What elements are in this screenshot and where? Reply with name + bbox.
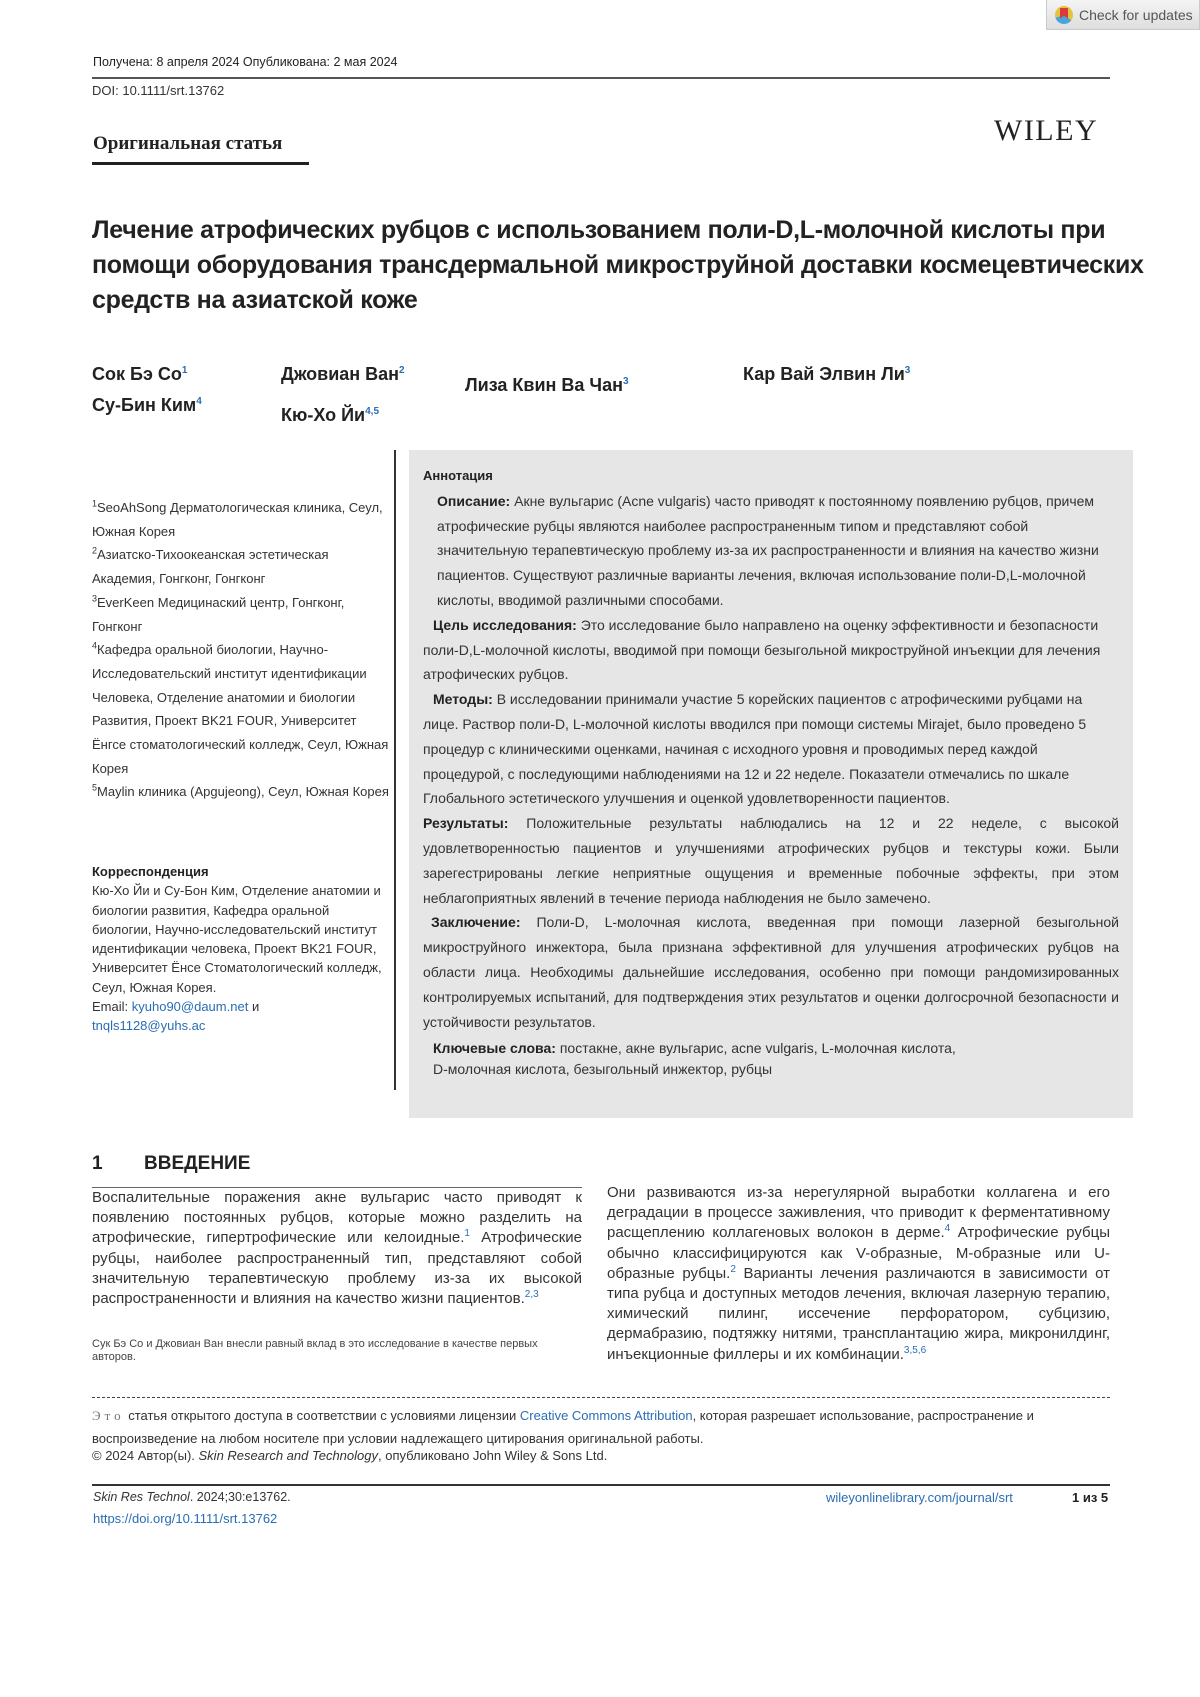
column-divider — [394, 450, 396, 1090]
author: Кю-Хо Йи$^{4,5}$ — [281, 405, 380, 425]
license-statement: Это статья открытого доступа в соответствии с условиями лицензии Creative Commons Attribution, которая разрешает использование, распространение и воспроизведение на любом носителе при условии надлежащего цитирования оригинальной работы. — [92, 1408, 1034, 1446]
crossmark-bookmark-icon — [1055, 6, 1073, 24]
article-type: Оригинальная статья — [93, 133, 283, 154]
page-number: 1 из 5 — [1072, 1490, 1109, 1505]
affiliation: $^4$Кафедра оральной биологии, Научно-Исследовательский институт идентификации Человека, Отделение анатомии и биологии Развития, Проект BK21 FOUR, Университет Ёнгсе стоматологический колледж, Сеул, Южная Корея — [92, 640, 389, 776]
abstract-background: Описание: Акне вульгарис (Acne vulgaris) часто приводят к постоянному появлению рубцов, причем атрофические рубцы являются наиболее распространенным типом и представляют собой значительную терапевтическую проблему из-за их распространенности и влияния на качество жизни пациентов. Существуют различные варианты лечения, включая использование поли-D,L-молочной кислоты, вводимой различными способами. — [437, 492, 1099, 608]
abstract-keywords: Ключевые слова: постакне, акне вульгарис, acne vulgaris, L-молочная кислота, D-молочная кислота, безыгольный инжектор, рубцы — [433, 1040, 956, 1078]
citation-ref[interactable]: 1 — [464, 1228, 470, 1240]
affiliations — [92, 496, 392, 804]
affiliation: $^1$SeoAhSong Дерматологическая клиника, Сеул, Южная Корея — [92, 498, 383, 539]
license-divider — [92, 1397, 1110, 1398]
cc-license-link[interactable]: Creative Commons Attribution — [519, 1408, 693, 1423]
affiliation-ref[interactable]: 3 — [622, 376, 629, 387]
affiliation-ref[interactable]: 2 — [399, 365, 405, 376]
intro-column-1: Воспалительные поражения акне вульгарис часто приводят к появлению постоянных рубцов, которые можно разделить на атрофические, гипертрофические или келоидные.$^1$ Атрофические рубцы, наиболее распространенный тип, представляют собой значительную терапевтическую проблему из-за их высокой распространенности и влияния на качество жизни пациентов.$^{2,3}$ — [92, 1189, 582, 1308]
abstract-box — [409, 450, 1133, 1118]
header-divider — [92, 77, 1110, 79]
copyright-line: © 2024 Автор(ы). Skin Research and Technology, опубликовано John Wiley & Sons Ltd. — [92, 1448, 608, 1463]
correspondence-emails: Email: kyuho90@daum.net и tnqls1128@yuhs.ac — [92, 999, 260, 1034]
affiliation-ref[interactable]: 4 — [196, 396, 202, 407]
journal-site-link[interactable]: wileyonlinelibrary.com/journal/srt — [826, 1490, 1013, 1505]
author: Сок Бэ $Со^1$ — [92, 364, 188, 384]
author: Лиза Квин Ва Чан$^3$ — [465, 375, 629, 395]
affiliation: $^3$EverKeen Медицинаский центр, Гонгконг, Гонгконг — [92, 593, 345, 634]
equal-contribution-note: Сук Бэ Со и Джовиан Ван внесли равный вклад в это исследование в качестве первых авторов. — [92, 1338, 538, 1363]
abstract-results: Результаты: Положительные результаты наблюдались на 12 и 22 неделе, с высокой удовлетворенностью пациентов и улучшениями атрофических рубцов и текстуры кожи. Были зарегестрированы легкие неприятные ощущения и временные побочные эффекты, при этом неблагоприятных явлений в течение периода наблюдения не было замечено. — [423, 815, 1119, 906]
author: Кар Вай Элвин $Ли^3$ — [743, 364, 911, 384]
header-doi: DOI: 10.1111/srt.13762 — [92, 83, 225, 98]
article-title: Лечение атрофических рубцов с использованием поли-D,L-молочной кислоты при помощи оборудования трансдермальной микроструйной доставки космецевтических средств на азиатской коже — [92, 216, 1144, 314]
footer-doi-link[interactable]: https://doi.org/10.1111/srt.13762 — [93, 1511, 278, 1526]
author: Джовиан Ван$^2$ — [281, 364, 405, 384]
abstract-conclusion: Заключение: Поли-D, L-молочная кислота, введенная при помощи лазерной безыгольной микроструйного инжектора, была признана эффективной для улучшения атрофических рубцов на области лица. Необходимы дальнейшие исследования, особенно при помощи рандомизированных контролируемых испытаний, для подтверждения этих результатов и оценки долгосрочной безопасности и устойчивости результатов. — [423, 914, 1119, 1030]
footer-divider — [92, 1484, 1110, 1486]
author: Су-Бин Ким$^4$ — [92, 395, 202, 415]
citation-ref[interactable]: 2,3 — [524, 1289, 539, 1301]
affiliation: $^2$Азиатско-Тихоокеанская эстетическая Академия, Гонгконг, Гонгконг — [92, 546, 329, 587]
check-for-updates-label: Check for updates — [1079, 6, 1193, 23]
article-type-underline — [92, 162, 309, 165]
affiliation-ref[interactable]: 1 — [181, 365, 188, 376]
citation-ref[interactable]: 3,5,6 — [903, 1344, 927, 1356]
affiliation-ref[interactable]: 3 — [904, 365, 911, 376]
abstract-methods: Методы: В исследовании принимали участие 5 корейских пациентов с атрофическими рубцами на лице. Раствор поли-D, L-молочной кислоты вводился при помощи системы Mirajet, было проведено 5 процедур с клиническими оценками, начиная с исходного уровня и проводимых перед каждой процедурой, с последующими наблюдениями на 12 и 22 неделе. Показатели отмечались по шкале Глобального эстетического улучшения и оценкой удовлетворенности пациентов. — [423, 691, 1087, 807]
footer-citation: Skin Res Technol. 2024;30:e13762. — [93, 1490, 291, 1504]
email-link-2[interactable]: tnqls1128@yuhs.ac — [92, 1018, 206, 1034]
affiliation-ref[interactable]: 4,5 — [365, 406, 380, 417]
abstract-heading: Аннотация — [423, 468, 493, 483]
received-published-dates: Получена: 8 апреля 2024 Опубликована: 2 мая 2024 — [93, 55, 398, 69]
affiliation: $^5$Maylin клиника (Apgujeong), Сеул, Южная Корея — [92, 783, 389, 800]
intro-column-2: Они развиваются из-за нерегулярной выработки коллагена и его деградации в процессе заживления, что приводит к ферментативному расщеплению коллагеновых волокон в дерме.$^4$ Атрофические рубцы обычно классифицируются как V-образные, M-образные или U-образные рубцы.$^2$ Варианты лечения различаются в зависимости от типа рубца и доступных методов лечения, включая лазерную терапию, химический пилинг, иссечение перфоратором, субцизию, дермабразию, подтяжку нитями, трансплантацию жира, микронилдинг, инъекционные филлеры и их комбинации.$^{3,5,6}$ — [607, 1184, 1110, 1363]
citation-ref[interactable]: 2 — [730, 1263, 736, 1275]
correspondence-address: Кю-Хо Йи и Су-Бон Ким, Отделение анатомии и биологии развития, Кафедра оральной биологии, Научно-исследовательский институт идентификации человека, Проект BK21 FOUR, Университет Ёнсе Стоматологический колледж, Сеул, Южная Корея. — [92, 883, 382, 995]
section-heading-introduction: 1 ВВЕДЕНИЕ — [92, 1153, 251, 1174]
correspondence-title: Корреспонденция — [92, 864, 209, 879]
email-link-1[interactable]: kyuho90@daum.net — [131, 999, 249, 1015]
abstract-aim: Цель исследования: Это исследование было направлено на оценку эффективности и безопасности поли-D,L-молочной кислоты, вводимой при помощи безыгольной микроструйной инъекции для лечения атрофических рубцов. — [423, 616, 1101, 683]
citation-ref[interactable]: 4 — [944, 1223, 951, 1235]
correspondence — [92, 862, 392, 1036]
check-for-updates-button[interactable] — [1046, 0, 1200, 30]
publisher-logo: WILEY — [994, 114, 1099, 147]
